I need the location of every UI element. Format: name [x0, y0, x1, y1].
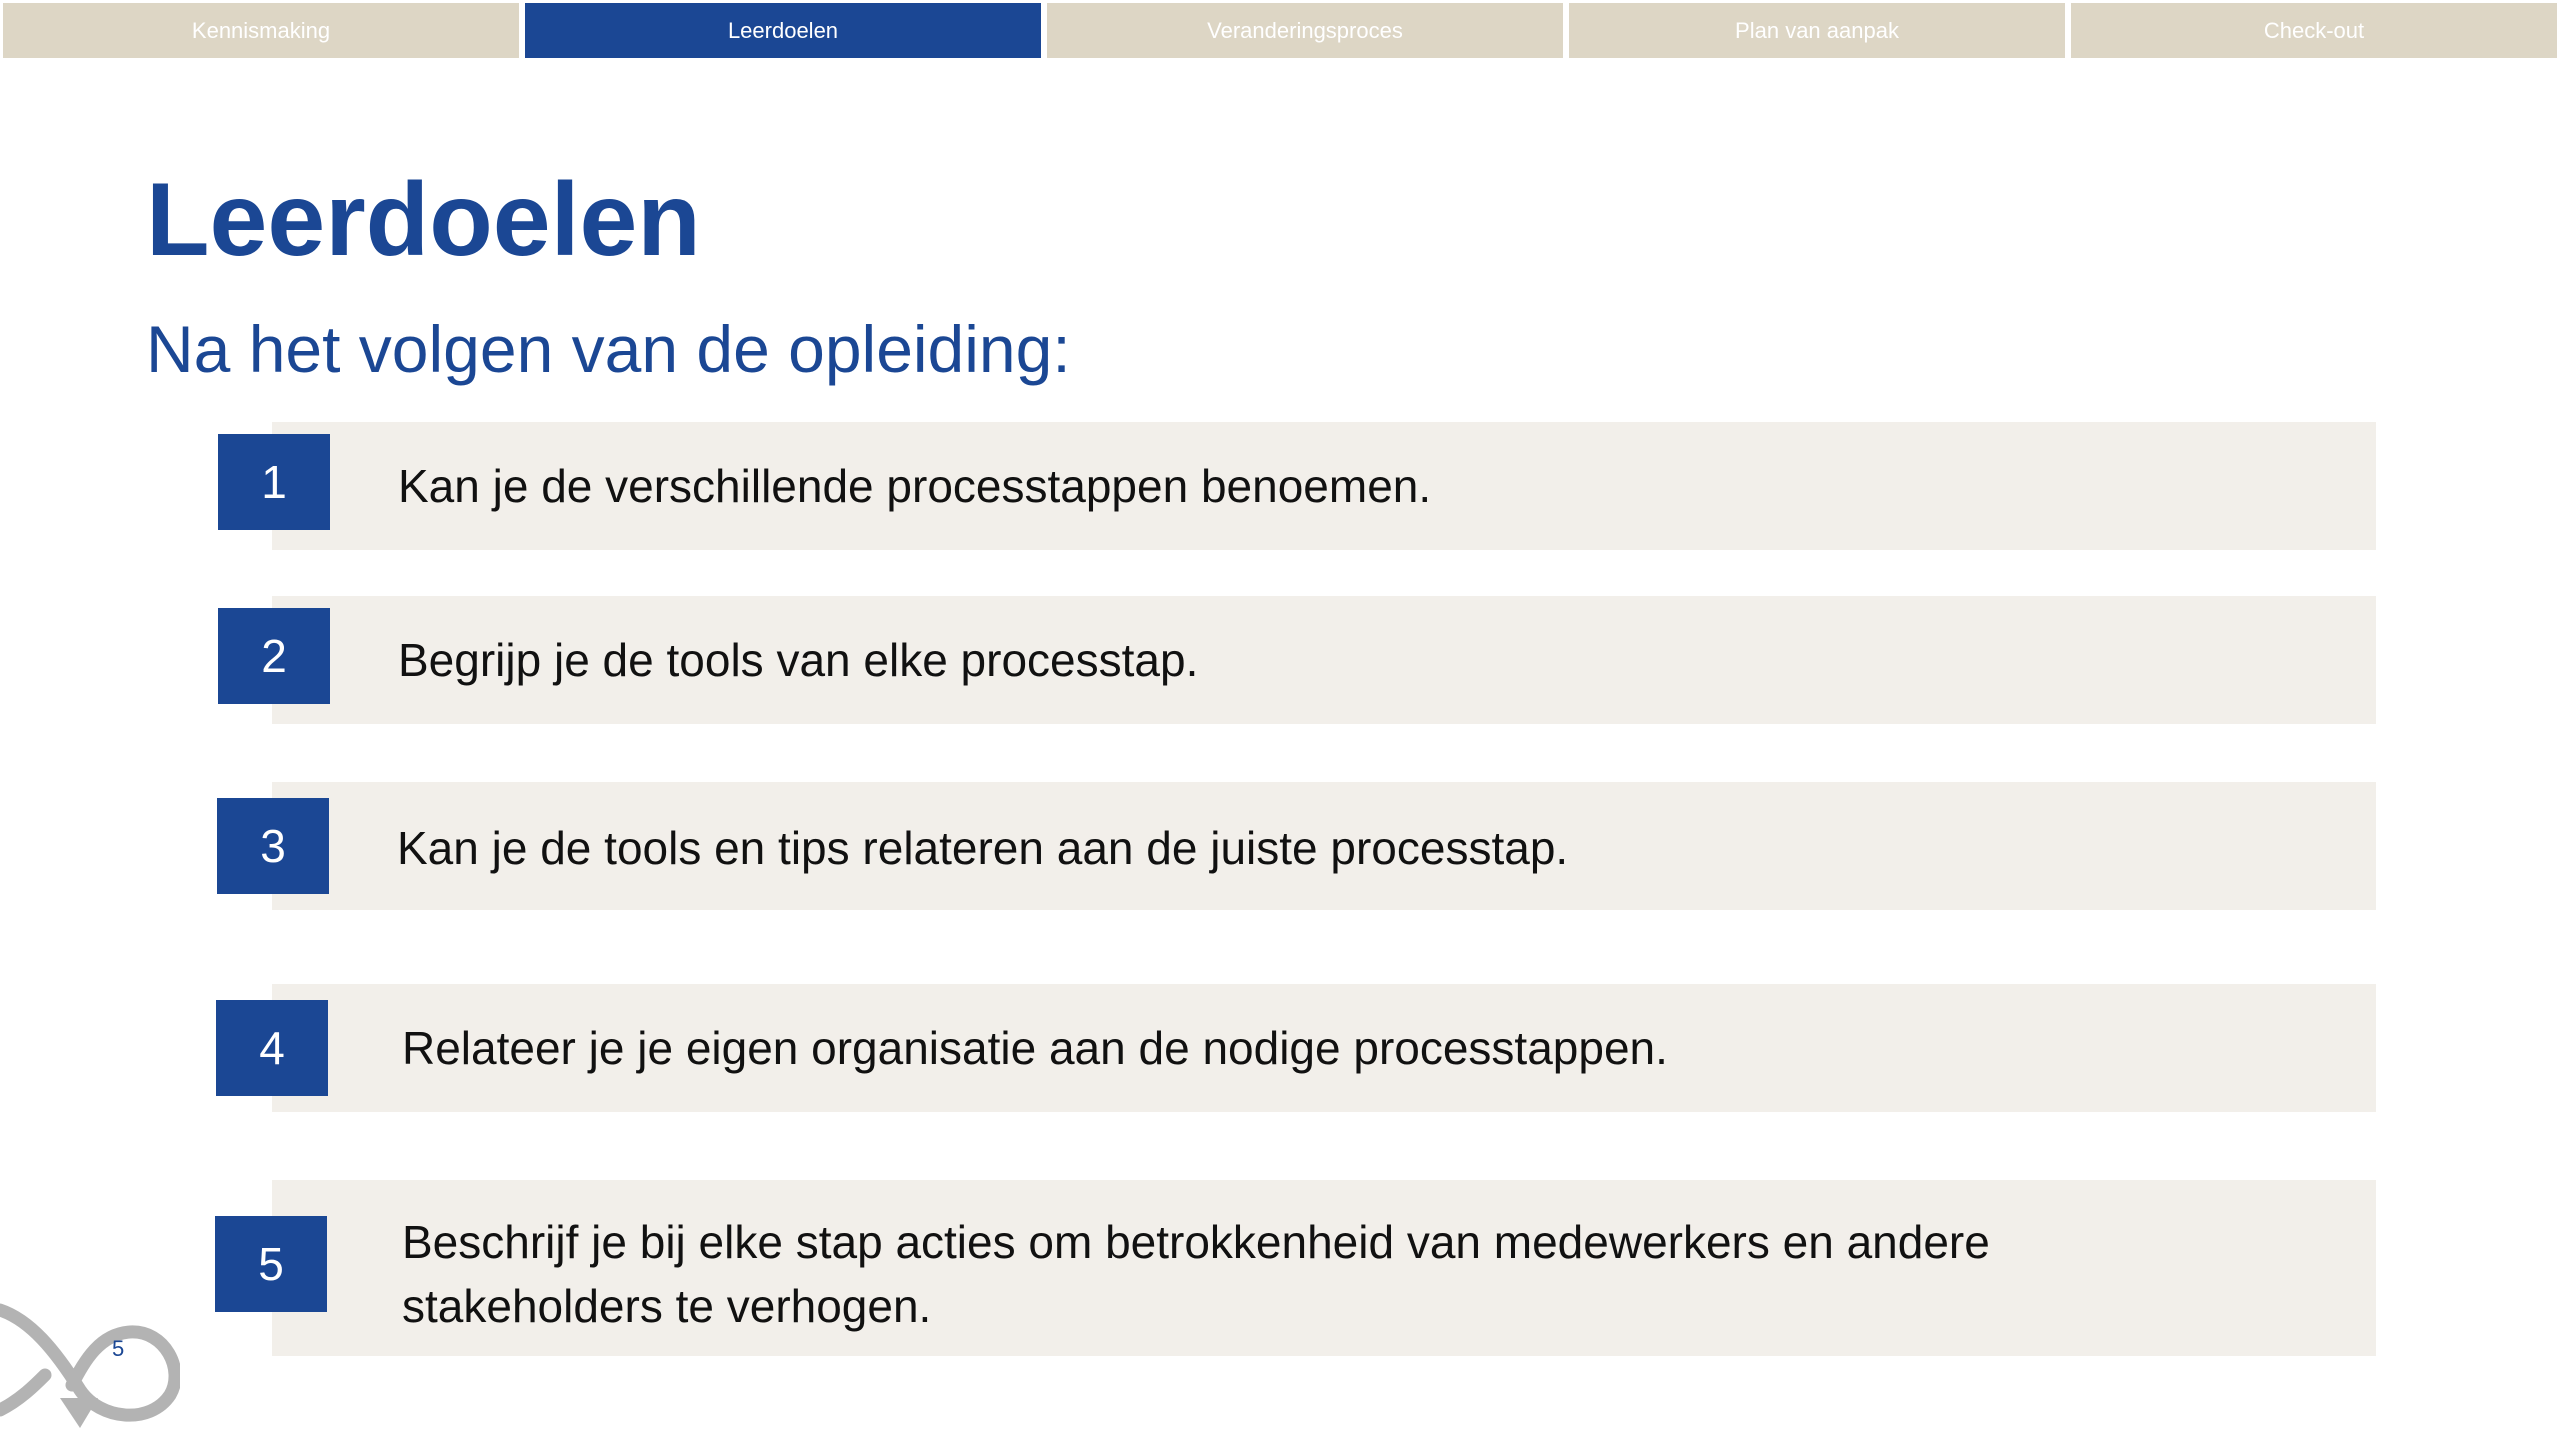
learning-goal-text-2: Begrijp je de tools van elke processtap. — [398, 634, 1199, 686]
learning-goal-text-3: Kan je de tools en tips relateren aan de juiste processtap. — [397, 822, 1569, 874]
learning-goal-number-4: 4 — [216, 1000, 328, 1096]
infinity-arrow-icon — [0, 1290, 180, 1430]
tab-check-out[interactable]: Check-out — [2071, 3, 2557, 58]
learning-goal-number-5: 5 — [215, 1216, 327, 1312]
page-number: 5 — [112, 1336, 125, 1361]
learning-goal-text-4: Relateer je je eigen organisatie aan de nodige processtappen. — [402, 1022, 1668, 1074]
tab-leerdoelen[interactable]: Leerdoelen — [525, 3, 1041, 58]
section-tabs — [3, 3, 2557, 58]
tab-plan-van-aanpak[interactable]: Plan van aanpak — [1569, 3, 2065, 58]
tab-kennismaking[interactable]: Kennismaking — [3, 3, 519, 58]
learning-goal-text-5: Beschrijf je bij elke stap acties om betrokkenheid van medewerkers en andere stakeholders te verhogen. — [402, 1216, 1990, 1332]
learning-goal-text-1: Kan je de verschillende processtappen benoemen. — [398, 460, 1432, 512]
learning-goal-number-3: 3 — [217, 798, 329, 894]
tab-veranderingsproces[interactable]: Veranderingsproces — [1047, 3, 1563, 58]
page-subtitle: Na het volgen van de opleiding: — [146, 312, 1071, 386]
page-title: Leerdoelen — [146, 162, 701, 278]
learning-goal-number-1: 1 — [218, 434, 330, 530]
learning-goal-number-2: 2 — [218, 608, 330, 704]
